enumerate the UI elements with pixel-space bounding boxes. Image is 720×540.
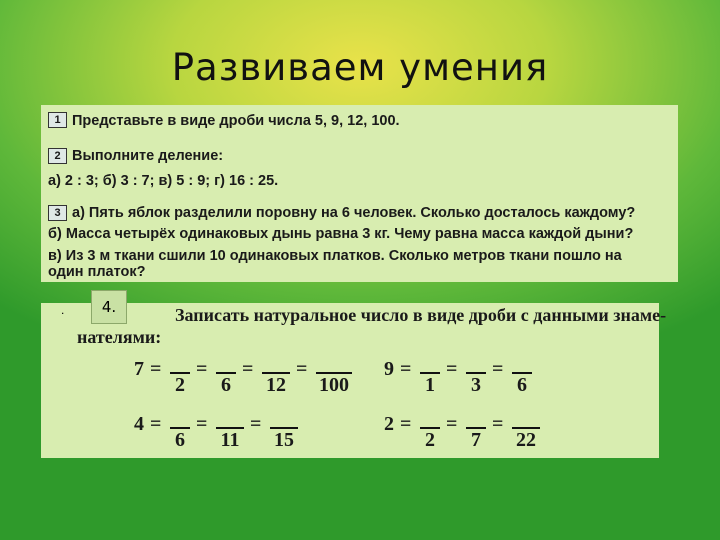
equals-sign: = xyxy=(296,358,308,380)
fraction-denominator: 6 xyxy=(517,374,527,396)
task-number-2: 2 xyxy=(48,148,67,164)
equals-sign: = xyxy=(196,358,208,380)
fraction-denominator: 15 xyxy=(274,429,294,451)
equals-sign: = xyxy=(446,413,458,435)
equals-sign: = xyxy=(242,358,254,380)
equals-sign: = xyxy=(446,358,458,380)
task-4-heading-line-2: нателями: xyxy=(77,327,162,347)
equation-whole-number: 9 xyxy=(384,358,394,380)
fraction-denominator: 7 xyxy=(471,429,481,451)
fraction-denominator: 100 xyxy=(319,374,349,396)
equals-sign: = xyxy=(400,358,412,380)
equals-sign: = xyxy=(150,413,162,435)
blank-fraction xyxy=(466,413,486,451)
fraction-denominator: 11 xyxy=(220,429,240,451)
blank-fraction xyxy=(316,358,352,396)
equals-sign: = xyxy=(400,413,412,435)
blank-fraction xyxy=(420,358,440,396)
blank-fraction xyxy=(420,413,440,451)
task-3-line-a: а) Пять яблок разделили поровну на 6 человек. Сколько досталось каждому? xyxy=(72,205,636,221)
task-4-heading-line-1: Записать натуральное число в виде дроби с данными знаме- xyxy=(175,305,667,325)
blank-fraction xyxy=(512,358,532,396)
fraction-denominator: 22 xyxy=(516,429,536,451)
task-number-1: 1 xyxy=(48,112,67,128)
blank-fraction xyxy=(216,358,236,396)
fraction-denominator: 6 xyxy=(175,429,185,451)
equals-sign: = xyxy=(492,358,504,380)
blank-fraction xyxy=(216,413,244,451)
task-number-3: 3 xyxy=(48,205,67,221)
fraction-denominator: 3 xyxy=(471,374,481,396)
equation-whole-number: 2 xyxy=(384,413,394,435)
task-2-items: а) 2 : 3; б) 3 : 7; в) 5 : 9; г) 16 : 25. xyxy=(48,173,279,189)
blank-fraction xyxy=(170,413,190,451)
blank-fraction xyxy=(466,358,486,396)
equals-sign: = xyxy=(492,413,504,435)
fraction-denominator: 1 xyxy=(425,374,435,396)
blank-fraction xyxy=(170,358,190,396)
fraction-denominator: 2 xyxy=(425,429,435,451)
equals-sign: = xyxy=(196,413,208,435)
bullet-dot: . xyxy=(61,303,65,317)
fraction-denominator: 12 xyxy=(266,374,286,396)
equation-whole-number: 4 xyxy=(134,413,144,435)
blank-fraction xyxy=(262,358,290,396)
task-1-text: Представьте в виде дроби числа 5, 9, 12, 100. xyxy=(72,113,400,129)
tasks-panel xyxy=(41,105,678,282)
task-2-text: Выполните деление: xyxy=(72,148,224,164)
fraction-denominator: 2 xyxy=(175,374,185,396)
equation-whole-number: 7 xyxy=(134,358,144,380)
fractions-panel xyxy=(41,303,667,458)
slide-title: Развиваем умения xyxy=(171,46,549,89)
task-4-badge: 4. xyxy=(91,290,127,324)
task-3-line-d: один платок? xyxy=(48,264,146,280)
task-3-line-c: в) Из 3 м ткани сшили 10 одинаковых платков. Сколько метров ткани пошло на xyxy=(48,248,622,264)
fraction-denominator: 6 xyxy=(221,374,231,396)
blank-fraction xyxy=(512,413,540,451)
blank-fraction xyxy=(270,413,298,451)
task-3-line-b: б) Масса четырёх одинаковых дынь равна 3 кг. Чему равна масса каждой дыни? xyxy=(48,226,634,242)
equals-sign: = xyxy=(150,358,162,380)
equals-sign: = xyxy=(250,413,262,435)
